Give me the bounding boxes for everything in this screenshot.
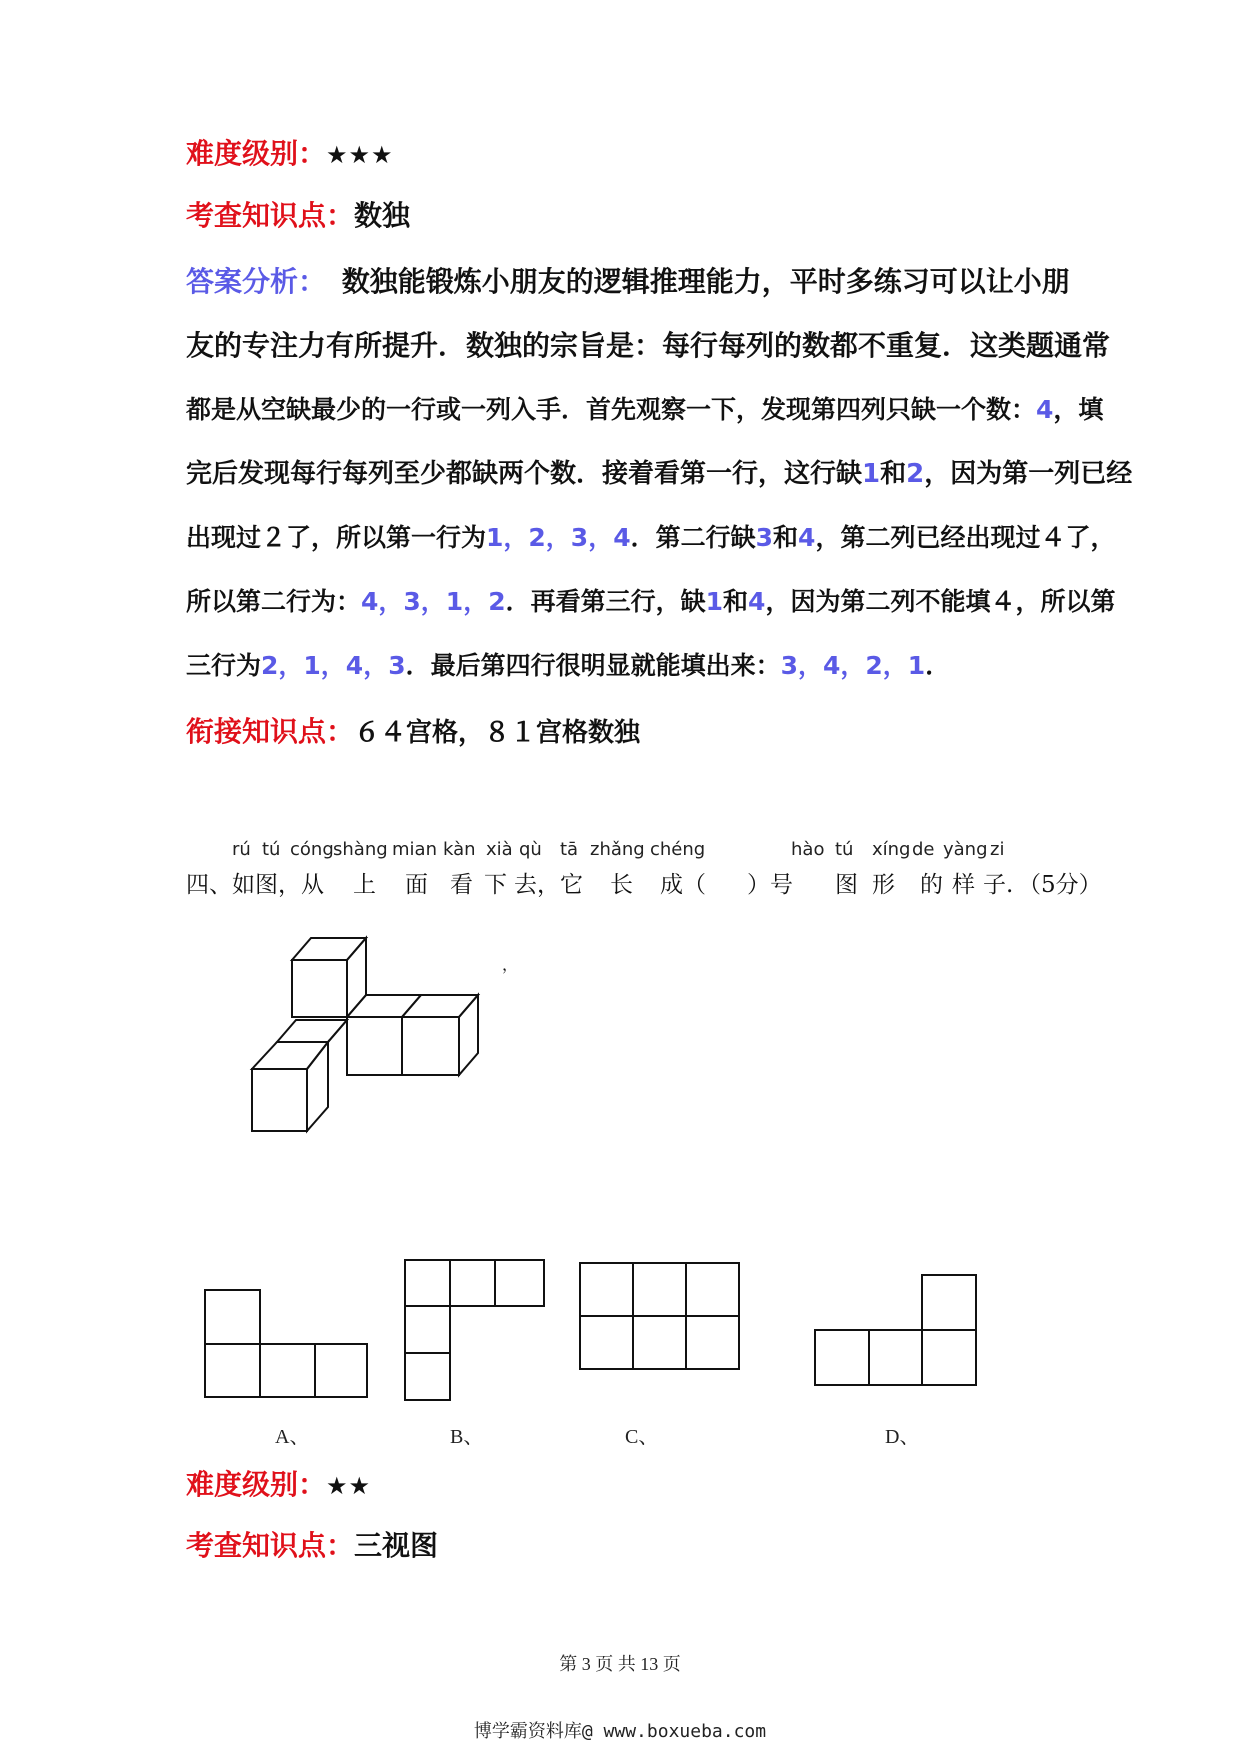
pinyin-xia: xià (486, 839, 513, 860)
link-label: 衔接知识点： (186, 715, 355, 748)
answer-num-6b: 4，3，1，2 (361, 587, 506, 616)
option-c-label: C、 (625, 1426, 659, 1448)
stray-mark: ， (502, 955, 519, 974)
pinyin-tu: tú (262, 839, 281, 860)
pinyin-cong: cóng (290, 839, 334, 860)
cube-top-left (292, 938, 366, 1017)
question-text-d: 看 (450, 872, 473, 898)
pinyin-kan: kàn (443, 839, 476, 860)
pinyin-yang: yàng (943, 839, 988, 860)
option-b-figure (400, 1255, 550, 1405)
page-number: 第 3 页 共 13 页 (559, 1654, 681, 1674)
link-value: ６４宫格，８１宫格数独 (354, 718, 641, 748)
option-c-figure (575, 1258, 745, 1373)
answer-text-5g: ，第二列已经出现过４了， (815, 523, 1116, 552)
answer-text-3c: ，填 (1053, 395, 1104, 424)
answer-num-6f: 4 (748, 587, 766, 616)
question-text-j: ）号 (747, 872, 793, 898)
option-d-figure (810, 1270, 985, 1390)
answer-text-3a: 都是从空缺最少的一行或一列入手．首先观察一下，发现第四列只缺一个数： (186, 395, 1037, 424)
knowledge-value: 数独 (354, 199, 411, 232)
knowledge-label: 考查知识点： (186, 199, 355, 232)
answer-label: 答案分析： (186, 265, 327, 298)
answer-text-5c: ．第二行缺 (630, 523, 756, 552)
answer-text-4c: 和 (880, 459, 907, 489)
question-text-l: 形 (872, 872, 895, 898)
answer-num-7b: 2，1，4，3 (261, 651, 406, 680)
question-text-a: 如图，从 (232, 872, 324, 898)
option-d-label: D、 (885, 1426, 920, 1448)
answer-text-4e: ，因为第一列已经 (924, 459, 1133, 489)
answer-text-6e: 和 (723, 587, 749, 616)
pinyin-xing: xíng (872, 839, 911, 860)
question-text-n: 样 (952, 872, 975, 898)
question-text-o: 子. (983, 872, 1014, 898)
answer-line-7 (186, 646, 950, 686)
cube-figure (240, 935, 500, 1185)
difficulty-stars-2: ★★ (326, 1472, 372, 1500)
answer-text-1: 数独能锻炼小朋友的逻辑推理能力，平时多练习可以让小朋 (341, 265, 1070, 298)
question-text-f: 去， (514, 872, 560, 898)
question-text-h: 长 (610, 872, 633, 898)
answer-text-7e: ． (925, 651, 951, 680)
pinyin-ta: tā (560, 839, 579, 860)
answer-line-1 (186, 262, 1070, 302)
cube-right (402, 995, 478, 1075)
watermark: 博学霸资料库@ www.boxueba.com (473, 1721, 767, 1742)
knowledge-line-2 (186, 1526, 438, 1566)
question-text-c: 面 (405, 872, 428, 898)
knowledge-line (186, 196, 410, 236)
answer-text-5e: 和 (773, 523, 799, 552)
answer-num-5f: 4 (798, 523, 816, 552)
answer-line-4 (186, 454, 1132, 494)
answer-num-7d: 3，4，2，1 (780, 651, 926, 680)
pinyin-zhang: zhǎng (590, 839, 645, 860)
pinyin-mian: mian (392, 839, 437, 860)
answer-num-5b: 1，2，3，4 (486, 523, 631, 552)
question-text-e: 下 (484, 872, 507, 898)
pinyin-qu: qù (519, 839, 542, 860)
question-text-g: 它 (560, 872, 583, 898)
answer-num-4d: 2 (906, 459, 925, 489)
question-number: 四、 (186, 872, 232, 898)
difficulty-label-2: 难度级别： (186, 1468, 327, 1501)
answer-line-2 (186, 326, 1110, 366)
answer-line-6 (186, 582, 1115, 622)
knowledge-label-2: 考查知识点： (186, 1529, 355, 1562)
option-b-label: B、 (450, 1426, 484, 1448)
question-text-m: 的 (920, 872, 943, 898)
answer-num-3b: 4 (1036, 395, 1054, 424)
answer-text-7c: ．最后第四行很明显就能填出来： (405, 651, 781, 680)
answer-line-3 (186, 390, 1103, 430)
question-text-b: 上 (353, 872, 376, 898)
difficulty-label: 难度级别： (186, 137, 327, 170)
answer-text-4a: 完后发现每行每列至少都缺两个数．接着看第一行，这行缺 (186, 459, 863, 489)
cube-lower-left (252, 1020, 347, 1131)
pinyin-zi: zi (990, 839, 1005, 860)
answer-text-6a: 所以第二行为： (186, 587, 362, 616)
link-line (186, 712, 640, 753)
answer-text-5a: 出现过２了，所以第一行为 (186, 523, 487, 552)
question-score: （5分） (1018, 872, 1102, 898)
answer-text-6c: ．再看第三行，缺 (505, 587, 706, 616)
answer-num-4b: 1 (862, 459, 881, 489)
answer-text-6g: ，因为第二列不能填４，所以第 (765, 587, 1116, 616)
knowledge-value-2: 三视图 (354, 1529, 439, 1562)
answer-text-7a: 三行为 (186, 651, 262, 680)
answer-text-2: 友的专注力有所提升．数独的宗旨是：每行每列的数都不重复．这类题通常 (186, 329, 1111, 362)
difficulty-line (186, 134, 394, 175)
pinyin-de: de (912, 839, 935, 860)
answer-num-6d: 1 (705, 587, 724, 616)
option-a-label: A、 (275, 1426, 310, 1448)
pinyin-ru: rú (232, 839, 251, 860)
pinyin-cheng: chéng (650, 839, 706, 860)
answer-num-5d: 3 (755, 523, 774, 552)
difficulty-stars: ★★★ (326, 141, 394, 169)
question-text-i: 成（ (660, 872, 706, 898)
option-a-figure (200, 1285, 370, 1400)
answer-line-5 (186, 518, 1115, 558)
difficulty-line-2 (186, 1465, 371, 1506)
pinyin-shang: shàng (333, 839, 388, 860)
pinyin-hao: hào (791, 839, 825, 860)
question-text-k: 图 (835, 872, 858, 898)
pinyin-tu2: tú (835, 839, 854, 860)
